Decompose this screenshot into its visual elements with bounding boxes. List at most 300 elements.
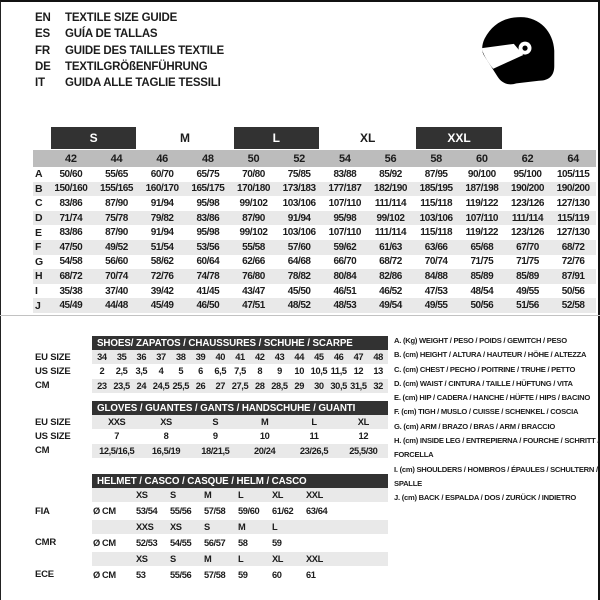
value-cell: 8 bbox=[163, 431, 169, 442]
value-cell: 35/38 bbox=[59, 285, 83, 297]
table-row bbox=[33, 225, 596, 240]
size-label: L bbox=[238, 490, 244, 501]
value-cell: 32 bbox=[373, 380, 383, 391]
value-cell: 45 bbox=[314, 352, 324, 363]
value-cell: 7,5 bbox=[234, 366, 246, 377]
table-row bbox=[33, 182, 596, 197]
value-cell: 60 bbox=[272, 569, 282, 580]
value-cell: 70/74 bbox=[105, 270, 128, 282]
value-cell: 105/115 bbox=[556, 168, 590, 180]
value-cell: 6,5 bbox=[214, 366, 227, 377]
language-row bbox=[35, 26, 224, 42]
value-cell: 170/180 bbox=[236, 183, 270, 195]
size-number: 62 bbox=[521, 152, 534, 165]
value-cell: 95/98 bbox=[196, 227, 220, 239]
value-cell: 87/90 bbox=[105, 197, 128, 209]
value-cell: 83/86 bbox=[196, 212, 220, 224]
value-cell: 115/118 bbox=[420, 227, 453, 239]
value-cell: 59/62 bbox=[333, 241, 357, 253]
value-cell: 95/100 bbox=[513, 168, 542, 180]
value-cell: 115/118 bbox=[420, 197, 453, 209]
spacer bbox=[35, 401, 92, 415]
value-cell: 53/54 bbox=[136, 506, 158, 517]
value-cell: 60/64 bbox=[196, 256, 220, 268]
value-cell: 10,5 bbox=[310, 366, 328, 377]
value-cell: 65/75 bbox=[196, 168, 220, 180]
value-cell: 23,5 bbox=[113, 380, 130, 391]
value-cell: 30 bbox=[314, 380, 324, 391]
value-cell: 53 bbox=[136, 569, 146, 580]
legend-item: E. (cm) HIP / CADERA / HANCHE / HÜFTE / HIPS / BACINO bbox=[394, 393, 591, 403]
size-number: 54 bbox=[339, 152, 351, 165]
size-number: 42 bbox=[65, 152, 77, 165]
value-cell: 29 bbox=[294, 380, 304, 391]
value-cell: L bbox=[311, 417, 317, 428]
value-cell: 59 bbox=[238, 569, 248, 580]
helmet-value-row bbox=[35, 534, 388, 552]
value-cell: 68/72 bbox=[59, 270, 83, 282]
value-cell: 47 bbox=[353, 352, 364, 363]
helmet-sizes bbox=[92, 520, 388, 534]
table-row bbox=[33, 284, 596, 299]
language-title: GUIDA ALLE TAGLIE TESSILI bbox=[65, 77, 221, 90]
value-cell: 127/130 bbox=[556, 197, 590, 209]
value-cell: 190/200 bbox=[556, 183, 590, 195]
value-cell: 83/88 bbox=[333, 168, 357, 180]
row-label: G bbox=[35, 255, 43, 268]
size-number: 58 bbox=[430, 152, 442, 165]
size-group-xxl: XXL bbox=[416, 127, 501, 149]
helmet-table bbox=[35, 474, 388, 584]
value-cell: 59/60 bbox=[238, 506, 260, 517]
value-cell: 45/49 bbox=[59, 300, 83, 312]
standard-label: CMR bbox=[35, 537, 57, 549]
shoes-rows bbox=[35, 350, 388, 393]
row-label: I bbox=[35, 285, 38, 298]
value-cell: 75/85 bbox=[287, 168, 311, 180]
table-row bbox=[33, 167, 596, 182]
size-label: XXL bbox=[306, 490, 323, 501]
value-cell: 74/78 bbox=[196, 270, 220, 282]
row-label: H bbox=[35, 270, 43, 283]
value-cell: 34 bbox=[97, 352, 107, 363]
value-cell: 58 bbox=[238, 537, 248, 548]
helmet-table-title: HELMET / CASCO / CASQUE / HELM / CASCO bbox=[92, 474, 388, 488]
table-row bbox=[33, 240, 596, 255]
value-cell: 24 bbox=[136, 380, 147, 391]
value-cell: 16,5/19 bbox=[151, 445, 181, 456]
value-cell: 2,5 bbox=[115, 366, 128, 377]
legend-item: F. (cm) TIGH / MUSLO / CUISSE / SCHENKEL / COSCIA bbox=[394, 407, 579, 417]
value-cell: 107/110 bbox=[465, 212, 499, 224]
helmet-values bbox=[92, 502, 388, 520]
value-cell: 84/88 bbox=[424, 270, 448, 282]
helmet-value-row bbox=[35, 502, 388, 520]
value-cell: 52/58 bbox=[561, 300, 585, 312]
row-label: A bbox=[35, 168, 43, 181]
value-cell: 26 bbox=[195, 380, 206, 391]
legend-item: A. (Kg) WEIGHT / PESO / POIDS / GEWITCH / PESO bbox=[394, 336, 567, 345]
row-label: B bbox=[35, 182, 43, 195]
language-title: TEXTILE SIZE GUIDE bbox=[65, 12, 178, 24]
table-row bbox=[35, 429, 388, 443]
value-cell: 71/74 bbox=[59, 212, 83, 224]
value-cell: 55/56 bbox=[170, 506, 192, 517]
value-cell: 6 bbox=[198, 366, 203, 377]
value-cell: 20/24 bbox=[254, 445, 276, 456]
value-cell: 7 bbox=[114, 431, 120, 442]
section-divider bbox=[0, 315, 600, 316]
helmet-sizes bbox=[92, 488, 388, 502]
value-cell: 60/70 bbox=[150, 168, 174, 180]
size-number-row bbox=[33, 150, 596, 167]
value-cell: 87/91 bbox=[561, 270, 585, 282]
value-cell: 46/51 bbox=[333, 285, 357, 297]
row-label: J bbox=[35, 299, 41, 312]
helmet-rows bbox=[35, 488, 388, 583]
size-label: XXL bbox=[306, 553, 323, 564]
value-cell: 72/76 bbox=[561, 256, 585, 268]
value-cell: 160/170 bbox=[145, 183, 179, 195]
row-values bbox=[92, 364, 388, 378]
size-number: 56 bbox=[384, 152, 397, 165]
value-cell: 47/51 bbox=[242, 300, 265, 312]
value-cell: 3,5 bbox=[135, 366, 148, 377]
value-cell: 63/66 bbox=[424, 241, 448, 253]
row-label: CM bbox=[35, 380, 50, 392]
legend-item: G. (cm) ARM / BRAZO / BRAS / ARM / BRACCIO bbox=[394, 421, 556, 431]
value-cell: 87/90 bbox=[242, 212, 265, 224]
language-code: EN bbox=[35, 12, 51, 24]
language-code: IT bbox=[35, 77, 45, 90]
value-cell: 57/58 bbox=[204, 569, 226, 580]
size-label: XS bbox=[136, 490, 148, 501]
value-cell: 103/106 bbox=[282, 197, 316, 209]
value-cell: 12,5/16,5 bbox=[99, 445, 135, 456]
value-cell: 99/102 bbox=[239, 227, 268, 239]
value-cell: 75/78 bbox=[105, 212, 128, 224]
row-values bbox=[92, 444, 388, 458]
value-cell: 51/56 bbox=[516, 300, 539, 312]
table-row bbox=[33, 211, 596, 226]
row-label: EU SIZE bbox=[35, 416, 71, 428]
value-cell: 107/110 bbox=[328, 197, 362, 209]
value-cell: 123/126 bbox=[510, 197, 544, 209]
value-cell: 87/90 bbox=[105, 227, 128, 239]
row-values bbox=[92, 379, 388, 393]
size-group-blank bbox=[508, 127, 548, 149]
value-cell: 83/86 bbox=[59, 227, 83, 239]
value-cell: 99/102 bbox=[239, 197, 268, 209]
spacer bbox=[35, 552, 92, 566]
value-cell: 36 bbox=[136, 352, 147, 363]
value-cell: 4 bbox=[158, 366, 164, 377]
value-cell: 80/84 bbox=[333, 270, 357, 282]
helmet-size-row bbox=[35, 552, 388, 566]
value-cell: 56/57 bbox=[204, 537, 226, 548]
value-cell: 46 bbox=[333, 352, 344, 363]
value-cell: 11,5 bbox=[330, 366, 347, 377]
helmet-icon bbox=[476, 12, 562, 98]
value-cell: 12 bbox=[353, 366, 364, 377]
row-label: US SIZE bbox=[35, 365, 71, 377]
table-row bbox=[35, 444, 388, 458]
value-cell: 111/114 bbox=[374, 227, 407, 239]
value-cell: 43 bbox=[274, 352, 285, 363]
value-cell: 23 bbox=[97, 380, 107, 391]
value-cell: 82/86 bbox=[379, 270, 402, 282]
shoes-table bbox=[35, 336, 388, 393]
value-cell: 111/114 bbox=[374, 197, 407, 209]
size-number: 44 bbox=[110, 152, 123, 165]
spacer bbox=[35, 488, 92, 502]
size-group-l: L bbox=[234, 127, 319, 149]
language-list bbox=[35, 10, 224, 91]
value-cell: 41 bbox=[235, 352, 245, 363]
value-cell: 70/80 bbox=[242, 168, 265, 180]
value-cell: 46/50 bbox=[196, 300, 220, 312]
size-label: M bbox=[204, 490, 212, 501]
size-group-m: M bbox=[179, 131, 190, 145]
row-values bbox=[92, 350, 388, 364]
value-cell: 35 bbox=[116, 352, 127, 363]
value-cell: 57/60 bbox=[287, 241, 311, 253]
measurement-legend bbox=[394, 334, 600, 506]
value-cell: 63/64 bbox=[306, 506, 328, 517]
language-row bbox=[35, 43, 224, 59]
value-cell: 71/75 bbox=[470, 256, 494, 268]
value-cell: 66/70 bbox=[333, 256, 357, 268]
value-cell: 39/42 bbox=[150, 285, 174, 297]
row-label: EU SIZE bbox=[35, 351, 71, 363]
size-number: 48 bbox=[202, 152, 214, 165]
value-cell: 54/58 bbox=[59, 256, 83, 268]
value-cell: 91/94 bbox=[150, 227, 174, 239]
value-cell: 24,5 bbox=[152, 380, 170, 391]
value-cell: 55/56 bbox=[170, 569, 192, 580]
value-cell: 95/98 bbox=[196, 197, 220, 209]
value-cell: 115/119 bbox=[557, 212, 590, 224]
value-cell: 49/55 bbox=[516, 285, 539, 297]
language-title: GUÍA DE TALLAS bbox=[65, 28, 158, 41]
corner-cell bbox=[33, 150, 48, 167]
value-cell: 150/160 bbox=[54, 183, 88, 195]
value-cell: 13 bbox=[373, 366, 383, 377]
legend-item: I. (cm) SHOULDERS / HOMBROS / ÉPAULES / SCHULTERN / SPALLE bbox=[394, 464, 598, 488]
size-label: XS bbox=[170, 522, 182, 533]
value-cell: 85/89 bbox=[516, 270, 539, 282]
table-row bbox=[33, 255, 596, 270]
value-cell: 12 bbox=[358, 431, 369, 442]
helmet-size-row bbox=[35, 520, 388, 534]
value-cell: XXS bbox=[107, 417, 126, 428]
legend-item: D. (cm) WAIST / CINTURA / TAILLE / HÜFTUNG / VITA bbox=[394, 378, 573, 388]
value-cell: 55/58 bbox=[242, 241, 265, 253]
helmet-value-row bbox=[35, 566, 388, 584]
size-label: S bbox=[170, 490, 176, 501]
value-cell: 48/52 bbox=[287, 300, 311, 312]
value-cell: 99/102 bbox=[376, 212, 405, 224]
row-label: C bbox=[35, 197, 43, 210]
value-cell: XS bbox=[160, 417, 172, 428]
value-cell: 18/21,5 bbox=[201, 445, 230, 456]
legend-item: J. (cm) BACK / ESPALDA / DOS / ZURÜCK / INDIETRO bbox=[394, 493, 577, 503]
value-cell: 177/187 bbox=[328, 183, 362, 195]
table-row bbox=[35, 379, 388, 393]
size-label: XL bbox=[272, 553, 284, 564]
gloves-rows bbox=[35, 415, 388, 458]
value-cell: 28 bbox=[254, 380, 265, 391]
value-cell: 111/114 bbox=[511, 212, 544, 224]
value-cell: 44 bbox=[294, 352, 304, 363]
value-cell: 52/53 bbox=[136, 537, 158, 548]
value-cell: 85/92 bbox=[379, 168, 402, 180]
value-cell: 43/47 bbox=[242, 285, 265, 297]
value-cell: 165/175 bbox=[191, 183, 225, 195]
legend-item: C. (cm) CHEST / PECHO / POITRINE / TRUHE / PETTO bbox=[394, 364, 576, 374]
size-number: 64 bbox=[567, 152, 579, 165]
size-label: L bbox=[238, 553, 244, 564]
value-cell: 28,5 bbox=[271, 380, 288, 391]
language-row bbox=[35, 10, 224, 26]
row-values bbox=[92, 415, 388, 429]
value-cell: M bbox=[260, 417, 269, 428]
table-row bbox=[33, 196, 596, 211]
value-cell: 47/50 bbox=[59, 241, 83, 253]
unit-label: Ø CM bbox=[93, 506, 116, 517]
value-cell: 61 bbox=[306, 569, 316, 580]
value-cell: 10 bbox=[294, 366, 304, 377]
value-cell: 70/74 bbox=[424, 256, 448, 268]
value-cell: 79/82 bbox=[150, 212, 174, 224]
shoes-table-title: SHOES/ ZAPATOS / CHAUSSURES / SCHUHE / SCARPE bbox=[92, 336, 388, 350]
size-label: M bbox=[238, 522, 246, 533]
table-row bbox=[33, 269, 596, 284]
spacer bbox=[35, 336, 92, 350]
standard-label: ECE bbox=[35, 569, 54, 581]
value-cell: 64/68 bbox=[287, 256, 311, 268]
value-cell: 59 bbox=[272, 537, 282, 548]
value-cell: 87/95 bbox=[424, 168, 448, 180]
language-code: DE bbox=[35, 60, 51, 73]
value-cell: 71/75 bbox=[516, 256, 539, 268]
row-label: CM bbox=[35, 445, 50, 457]
spacer bbox=[35, 520, 92, 534]
helmet-icon-graphic bbox=[476, 12, 562, 98]
value-cell: 31,5 bbox=[350, 380, 367, 391]
value-cell: 40 bbox=[215, 352, 226, 363]
standard-label: FIA bbox=[35, 505, 50, 517]
value-cell: 48/54 bbox=[470, 285, 494, 297]
value-cell: 50/60 bbox=[59, 168, 83, 180]
value-cell: 50/56 bbox=[470, 300, 494, 312]
value-cell: 91/94 bbox=[150, 197, 174, 209]
value-cell: 56/60 bbox=[105, 256, 128, 268]
size-group-row bbox=[33, 126, 596, 150]
value-cell: 49/55 bbox=[424, 300, 448, 312]
row-label: D bbox=[35, 212, 43, 225]
language-row bbox=[35, 75, 224, 91]
value-cell: 37/40 bbox=[105, 285, 128, 297]
helmet-size-row bbox=[35, 488, 388, 502]
value-cell: 58/62 bbox=[150, 256, 174, 268]
value-cell: 30,5 bbox=[330, 380, 347, 391]
size-label: XXS bbox=[136, 522, 154, 533]
value-cell: 123/126 bbox=[510, 227, 544, 239]
value-cell: 57/58 bbox=[204, 506, 226, 517]
gloves-title-row bbox=[35, 401, 388, 415]
size-group-s: S bbox=[51, 127, 136, 149]
value-cell: 119/122 bbox=[465, 227, 499, 239]
value-cell: 55/65 bbox=[105, 168, 128, 180]
value-cell: 187/198 bbox=[465, 183, 499, 195]
value-cell: 45/50 bbox=[287, 285, 311, 297]
value-cell: 27,5 bbox=[231, 380, 249, 391]
size-label: XL bbox=[272, 490, 284, 501]
row-label: F bbox=[35, 241, 41, 254]
unit-label: Ø CM bbox=[93, 537, 116, 548]
row-label: E bbox=[35, 226, 42, 239]
value-cell: 45/49 bbox=[150, 300, 174, 312]
value-cell: 25,5/30 bbox=[349, 445, 378, 456]
table-row bbox=[33, 298, 596, 313]
value-cell: 185/195 bbox=[419, 183, 453, 195]
size-label: S bbox=[170, 553, 176, 564]
value-cell: 49/54 bbox=[379, 300, 402, 312]
value-cell: 49/52 bbox=[105, 241, 128, 253]
value-cell: 44/48 bbox=[105, 300, 128, 312]
value-cell: 68/72 bbox=[561, 241, 585, 253]
value-cell: 39 bbox=[195, 352, 206, 363]
table-row bbox=[35, 415, 388, 429]
value-cell: 38 bbox=[176, 352, 186, 363]
value-cell: 46/52 bbox=[379, 285, 402, 297]
language-row bbox=[35, 59, 224, 75]
language-code: ES bbox=[35, 28, 50, 41]
value-cell: 85/89 bbox=[470, 270, 494, 282]
value-cell: 62/66 bbox=[242, 256, 265, 268]
value-cell: 90/100 bbox=[467, 168, 496, 180]
value-cell: 11 bbox=[309, 431, 319, 442]
value-cell: 190/200 bbox=[510, 183, 544, 195]
value-cell: 50/56 bbox=[561, 285, 585, 297]
gloves-table-title: GLOVES / GUANTES / GANTS / HANDSCHUHE / GUANTI bbox=[92, 401, 388, 415]
value-cell: 23/26,5 bbox=[299, 445, 329, 456]
shoes-title-row bbox=[35, 336, 388, 350]
value-cell: 76/80 bbox=[242, 270, 265, 282]
size-group-blank bbox=[36, 127, 45, 149]
value-cell: 103/106 bbox=[419, 212, 453, 224]
value-cell: 107/110 bbox=[328, 227, 362, 239]
value-cell: 65/68 bbox=[470, 241, 494, 253]
size-number: 50 bbox=[247, 152, 260, 165]
value-cell: XL bbox=[357, 417, 369, 428]
value-cell: 95/98 bbox=[333, 212, 357, 224]
language-title: GUIDE DES TAILLES TEXTILE bbox=[65, 44, 224, 57]
size-number: 46 bbox=[156, 152, 168, 165]
value-cell: 155/165 bbox=[99, 183, 133, 195]
value-cell: 173/183 bbox=[282, 183, 316, 195]
value-cell: 67/70 bbox=[516, 241, 539, 253]
value-cell: 8 bbox=[257, 366, 263, 377]
value-cell: 9 bbox=[212, 431, 218, 442]
textile-size-table bbox=[33, 126, 596, 313]
value-cell: 48 bbox=[373, 352, 383, 363]
table-row bbox=[35, 364, 388, 378]
size-group-xl: XL bbox=[359, 131, 376, 145]
value-cell: 48/53 bbox=[333, 300, 357, 312]
value-cell: 127/130 bbox=[556, 227, 590, 239]
